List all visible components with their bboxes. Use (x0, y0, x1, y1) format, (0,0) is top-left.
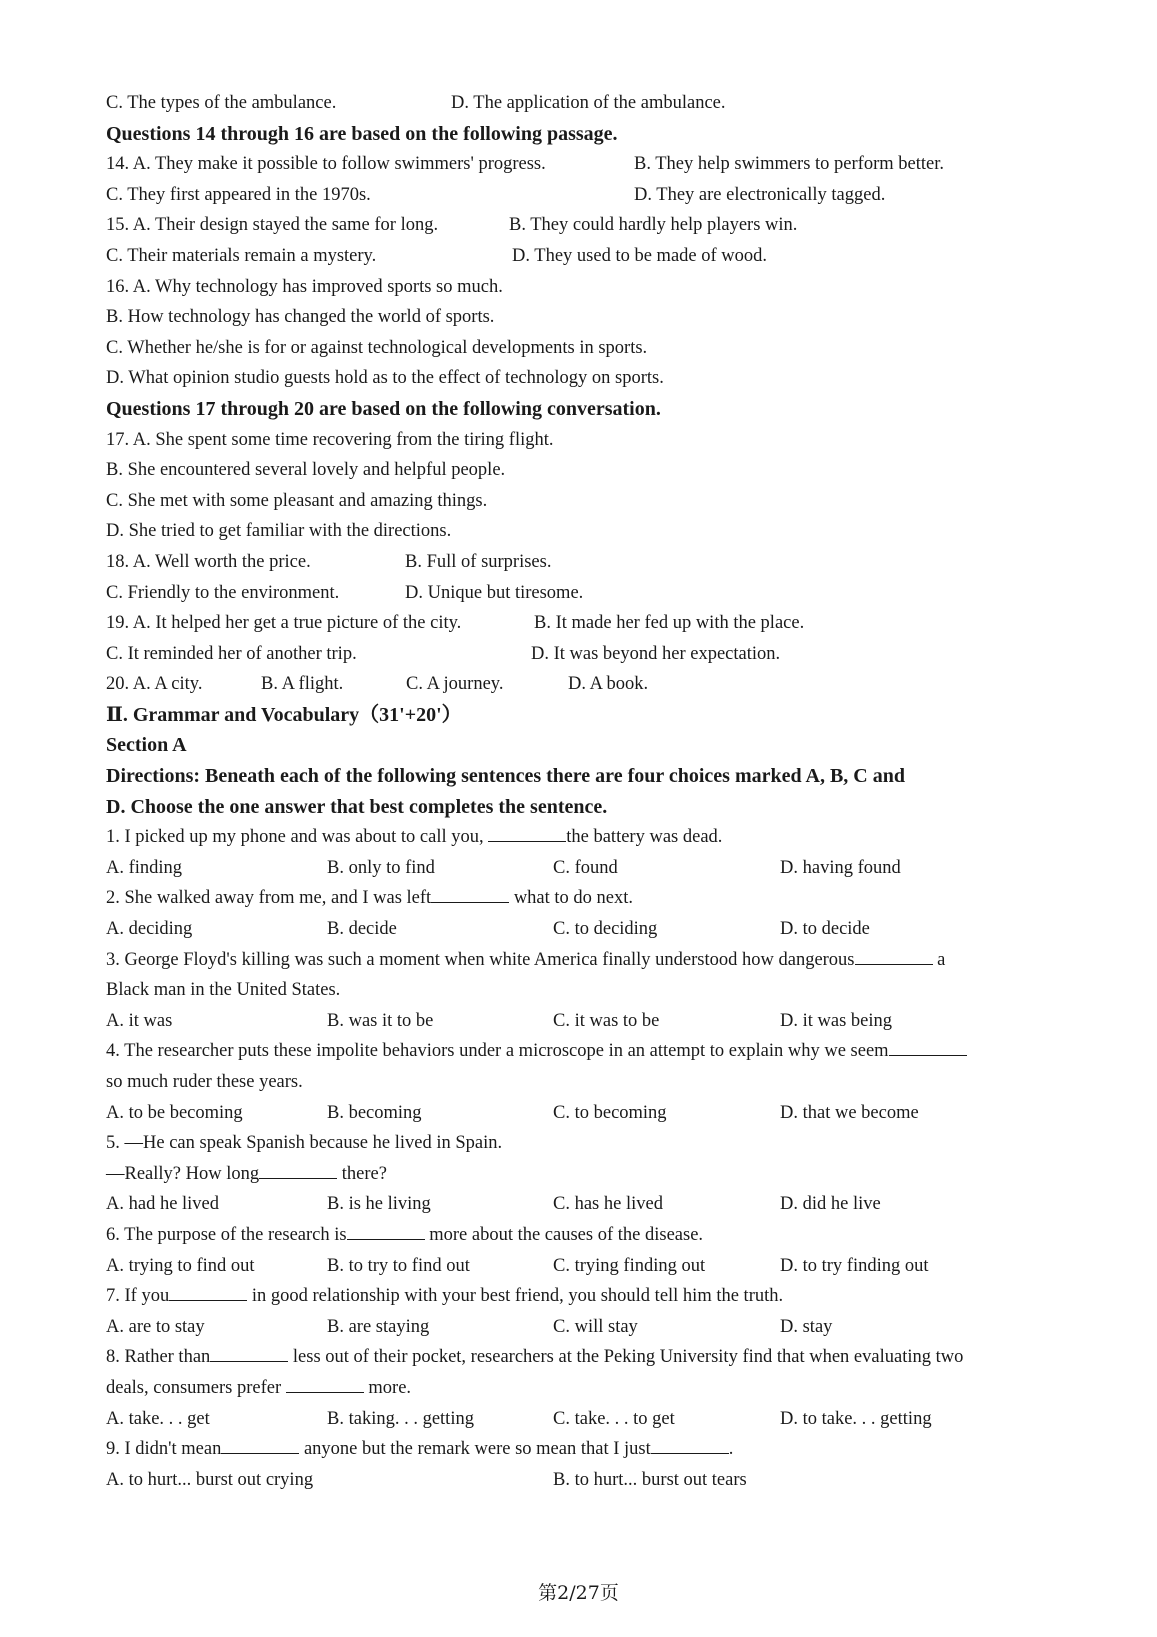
g9-stem (106, 1434, 1066, 1465)
option-a: 20. A. A city. (106, 674, 203, 695)
stem-text: more about the causes of the disease. (424, 1224, 704, 1245)
option-c: C. trying finding out (553, 1255, 706, 1276)
option-a: A. to hurt... burst out crying (106, 1469, 314, 1490)
option-b: B. only to find (327, 857, 435, 878)
stem-text: 9. I didn't mean (106, 1439, 222, 1460)
option-b: B. decide (327, 919, 397, 940)
q16-option-b: B. How technology has changed the world of sports. (106, 307, 495, 328)
option-d: D. to take. . . getting (780, 1408, 932, 1429)
answer-blank (651, 1435, 729, 1454)
g2-options (106, 914, 1066, 945)
option-a: 18. A. Well worth the price. (106, 551, 311, 572)
option-c: C. They first appeared in the 1970s. (106, 184, 371, 205)
g4-options (106, 1098, 1066, 1129)
answer-blank (488, 823, 566, 842)
option-a: A. take. . . get (106, 1408, 210, 1429)
option-c: C. to deciding (553, 919, 658, 940)
option-a: A. to be becoming (106, 1102, 243, 1123)
g5-stem-line-1: 5. —He can speak Spanish because he lived in Spain. (106, 1133, 503, 1154)
option-a: 14. A. They make it possible to follow swimmers' progress. (106, 154, 546, 175)
stem-text: 7. If you (106, 1286, 170, 1307)
option-d: D. stay (780, 1316, 833, 1337)
option-d: D. to try finding out (780, 1255, 929, 1276)
q13-options-cd (106, 88, 1066, 119)
g5-options (106, 1189, 1066, 1220)
option-c: C. The types of the ambulance. (106, 93, 337, 113)
q16-option-c: C. Whether he/she is for or against technological developments in sports. (106, 337, 648, 358)
q19-line-1 (106, 608, 1066, 639)
g1-stem (106, 822, 1066, 853)
q19-line-2 (106, 639, 1066, 670)
q20-options (106, 669, 1066, 700)
stem-text: what to do next. (509, 888, 634, 909)
conversation-heading-17-20: Questions 17 through 20 are based on the following conversation. (106, 397, 661, 420)
option-b: B. Full of surprises. (405, 551, 552, 572)
answer-blank (286, 1374, 364, 1393)
stem-text: deals, consumers prefer (106, 1377, 286, 1398)
answer-blank (210, 1343, 288, 1362)
g4-stem-line-2: so much ruder these years. (106, 1072, 303, 1092)
g3-stem-line-1 (106, 945, 1066, 976)
q17-option-a: 17. A. She spent some time recovering from the tiring flight. (106, 429, 554, 450)
page-number: 第2/27页 (538, 1582, 619, 1604)
q15-line-2 (106, 241, 1066, 272)
q17-option-c: C. She met with some pleasant and amazing things. (106, 490, 488, 511)
q16-option-a: 16. A. Why technology has improved sports so much. (106, 276, 503, 297)
option-d: D. it was being (780, 1010, 893, 1031)
stem-text: 4. The researcher puts these impolite behaviors under a microscope in an attempt to explain why we seem (106, 1041, 889, 1062)
g8-stem-line-2 (106, 1373, 1066, 1404)
stem-text: 2. She walked away from me, and I was left (106, 888, 432, 909)
g7-options (106, 1312, 1066, 1343)
option-c: C. found (553, 857, 618, 878)
passage-heading-14-16: Questions 14 through 16 are based on the following passage. (106, 122, 618, 145)
g1-options (106, 853, 1066, 884)
option-b: B. They could hardly help players win. (509, 215, 798, 236)
stem-text: 8. Rather than (106, 1347, 211, 1368)
stem-text: 3. George Floyd's killing was such a moment when white America finally understood how dangerous (106, 949, 855, 970)
option-c: C. will stay (553, 1316, 638, 1337)
q16-option-d: D. What opinion studio guests hold as to the effect of technology on sports. (106, 368, 664, 389)
option-c: C. take. . . to get (553, 1408, 675, 1429)
option-c: C. Their materials remain a mystery. (106, 245, 377, 266)
q17-option-b: B. She encountered several lovely and helpful people. (106, 460, 506, 481)
option-a: A. deciding (106, 919, 193, 940)
option-d: D. They are electronically tagged. (634, 184, 886, 205)
stem-text: . (728, 1439, 734, 1460)
q15-line-1 (106, 210, 1066, 241)
answer-blank (169, 1282, 247, 1301)
option-d: D. that we become (780, 1102, 919, 1123)
stem-text: there? (337, 1163, 387, 1184)
stem-text: anyone but the remark were so mean that I just (299, 1439, 651, 1460)
g8-stem-line-1 (106, 1342, 1066, 1373)
option-c: C. A journey. (406, 674, 504, 695)
g6-stem (106, 1220, 1066, 1251)
option-c: C. Friendly to the environment. (106, 582, 340, 603)
option-d: D. A book. (568, 674, 649, 695)
stem-text: less out of their pocket, researchers at the Peking University find that when evaluating two (288, 1347, 964, 1368)
option-a: A. finding (106, 857, 183, 878)
stem-text: in good relationship with your best friend, you should tell him the truth. (247, 1286, 784, 1307)
option-c: C. has he lived (553, 1194, 663, 1215)
option-a: 15. A. Their design stayed the same for long. (106, 215, 439, 236)
q14-line-1 (106, 149, 1066, 180)
option-c: C. to becoming (553, 1102, 667, 1123)
option-b: B. is he living (327, 1194, 431, 1215)
g6-options (106, 1251, 1066, 1282)
option-b: B. becoming (327, 1102, 422, 1123)
answer-blank (259, 1160, 337, 1179)
stem-text: 6. The purpose of the research is (106, 1224, 347, 1245)
option-b: B. taking. . . getting (327, 1408, 474, 1429)
stem-text: more. (363, 1377, 412, 1398)
option-d: D. They used to be made of wood. (512, 245, 768, 266)
answer-blank (347, 1221, 425, 1240)
option-b: B. was it to be (327, 1010, 434, 1031)
stem-text: —Really? How long (106, 1163, 260, 1184)
g9-options (106, 1465, 1066, 1496)
answer-blank (855, 946, 933, 965)
exam-page (106, 88, 1066, 1495)
option-d: D. did he live (780, 1194, 881, 1215)
q18-line-1 (106, 547, 1066, 578)
q18-line-2 (106, 578, 1066, 609)
option-d: D. having found (780, 857, 901, 878)
option-b: B. are staying (327, 1316, 430, 1337)
directions-line-2: D. Choose the one answer that best completes the sentence. (106, 795, 608, 818)
option-a: A. are to stay (106, 1316, 205, 1337)
g3-stem-line-2: Black man in the United States. (106, 980, 341, 1001)
answer-blank (889, 1037, 967, 1056)
section-a-heading: Section A (106, 734, 187, 757)
g3-options (106, 1006, 1066, 1037)
stem-text: 1. I picked up my phone and was about to call you, (106, 827, 489, 848)
q17-option-d: D. She tried to get familiar with the directions. (106, 521, 452, 542)
g4-stem-line-1 (106, 1036, 1066, 1067)
option-d: D. The application of the ambulance. (451, 93, 726, 113)
option-b: B. to hurt... burst out tears (553, 1469, 747, 1490)
answer-blank (431, 884, 509, 903)
option-a: A. it was (106, 1010, 173, 1031)
part-2-heading: Ⅱ. Grammar and Vocabulary（31'+20'） (106, 703, 462, 726)
stem-text: the battery was dead. (566, 827, 723, 848)
option-c: C. It reminded her of another trip. (106, 643, 357, 664)
option-a: 19. A. It helped her get a true picture of the city. (106, 613, 462, 634)
option-a: A. trying to find out (106, 1255, 255, 1276)
g5-stem-line-2 (106, 1159, 1066, 1190)
q14-line-2 (106, 180, 1066, 211)
option-d: D. It was beyond her expectation. (531, 643, 781, 664)
g8-options (106, 1404, 1066, 1435)
option-b: B. They help swimmers to perform better. (634, 154, 944, 175)
option-a: A. had he lived (106, 1194, 220, 1215)
g2-stem (106, 883, 1066, 914)
option-b: B. to try to find out (327, 1255, 470, 1276)
option-b: B. It made her fed up with the place. (534, 613, 805, 634)
option-d: D. Unique but tiresome. (405, 582, 584, 603)
option-c: C. it was to be (553, 1010, 660, 1031)
option-b: B. A flight. (261, 674, 344, 695)
directions-line-1: Directions: Beneath each of the following sentences there are four choices marked A, B, C and (106, 765, 905, 788)
stem-text: a (932, 949, 946, 970)
g7-stem (106, 1281, 1066, 1312)
answer-blank (221, 1435, 299, 1454)
option-d: D. to decide (780, 919, 870, 940)
